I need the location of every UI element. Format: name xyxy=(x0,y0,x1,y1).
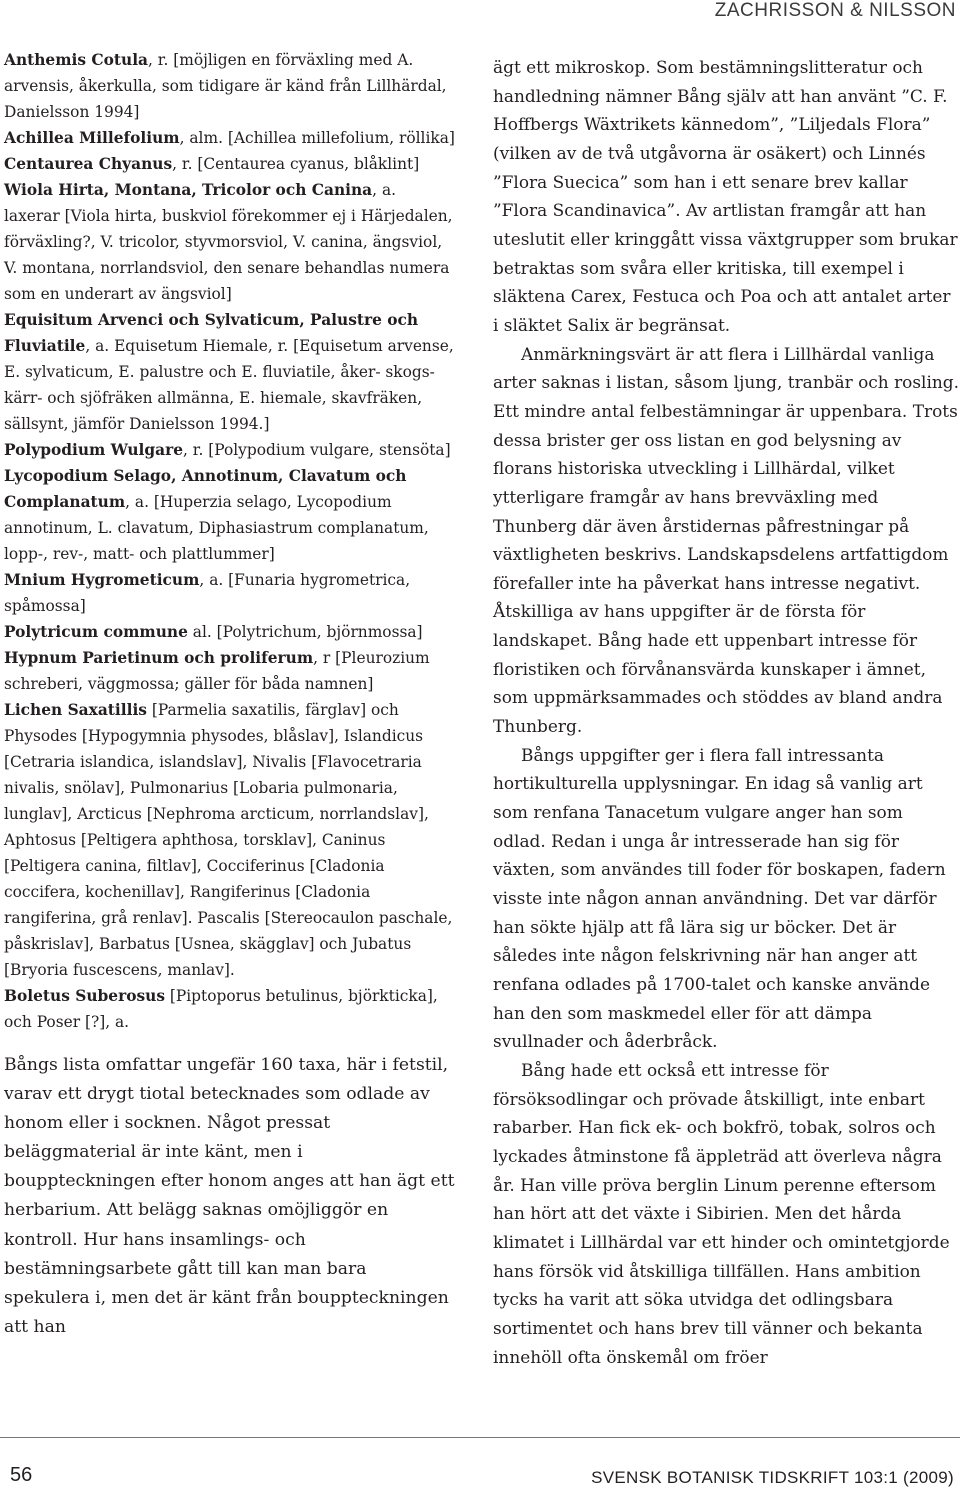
page-number: 56 xyxy=(10,1464,33,1486)
species-entry: Wiola Hirta, Montana, Tricolor och Canina, a. laxerar [Viola hirta, buskviol förekommer ej i Härjedalen, förväxling?, V. tricolor, styvmorsviol, V. canina, ängsviol, V. montana, norrlandsviol, den senare behandlas numera som en underart av ängsviol] xyxy=(4,181,453,303)
species-entry: Equisitum Arvenci och Sylvaticum, Palustre och Fluviatile, a. Equisetum Hiemale, r. [Equisetum arvense, E. sylvaticum, E. palustre och E. fluviatile, åker- skogs- kärr- och sjöfräken allmänna, E. hiemale, skavfräken, sällsynt, jämför Danielsson 1994.] xyxy=(4,311,454,433)
species-entry: Boletus Suberosus [Piptoporus betulinus, björkticka], och Poser [?], a. xyxy=(4,987,438,1031)
species-entry: Lichen Saxatillis [Parmelia saxatilis, färglav] och Physodes [Hypogymnia physodes, blåslav], Islandicus [Cetraria islandica, islandslav], Nivalis [Flavocetraria nivalis, snölav], Pulmonarius [Lobaria pulmonaria, lunglav], Arcticus [Nephroma arcticum, norrlandslav], Aphtosus [Peltigera aphthosa, torsklav], Caninus [Peltigera canina, filtlav], Cocciferinus [Cladonia coccifera, kochenillav], Rangiferinus [Cladonia rangiferina, grå renlav]. Pascalis [Stereocaulon paschale, påskrislav], Barbatus [Usnea, skägglav] och Jubatus [Bryoria fuscescens, manlav]. xyxy=(4,701,453,979)
footer-rule xyxy=(0,1437,960,1438)
body-paragraph: Bångs uppgifter ger i flera fall intressanta hortikulturella upplysningar. En idag så vanlig art som renfana Tanacetum vulgare anger han som odlad. Redan i unga år intresserade han sig för växten, som användes till foder för boskapen, fadern visste inte någon annan användning. Det var därför han sökte hjälp att få lära sig ur böcker. Det är således inte någon felskrivning när han anger att renfana odlades på 1700-talet och kanske använde han den som maskmedel eller för att dämpa svullnader och åderbråck. xyxy=(493,744,946,1052)
species-entry: Mnium Hygrometicum, a. [Funaria hygrometrica, spåmossa] xyxy=(4,571,411,615)
body-paragraph: Bång hade ett också ett intresse för försöksodlingar och prövade åtskilligt, inte enbart rabarber. Han fick ek- och bokfrö, tobak, solros och lyckades åtminstone få äppleträd att överleva några år. Han ville pröva berglin Linum perenne eftersom han hört att det växte i Sibirien. Men det hårda klimatet i Lillhärdal var ett hinder och omintetgjorde hans försök vid åtskilliga tillfällen. Hans ambition tycks ha varit att söka utvidga det odlingsbara sortimentet och hans brev till vänner och bekanta innehöll ofta önskemål om fröer xyxy=(493,1059,950,1367)
running-head: ZACHRISSON & NILSSON xyxy=(714,0,956,21)
body-paragraph: Bångs lista omfattar ungefär 160 taxa, här i fetstil, varav ett drygt tiotal betecknades som odlade av honom eller i socknen. Något pressat beläggmaterial är inte känt, men i bouppteckningen efter honom anges att han ägt ett herbarium. Att belägg saknas omöjliggör en kontroll. Hur hans insamlings- och bestämningsarbete gått till kan man bara spekulera i, men det är känt från bouppteckningen att han xyxy=(4,1055,455,1337)
species-entry: Hypnum Parietinum och proliferum, r [Pleurozium schreberi, väggmossa; gäller för båda namnen] xyxy=(4,649,430,693)
journal-citation: SVENSK BOTANISK TIDSKRIFT 103:1 (2009) xyxy=(591,1468,954,1487)
right-column xyxy=(493,53,960,1371)
species-entry: Polytricum commune al. [Polytrichum, björnmossa] xyxy=(4,623,423,641)
species-entry: Achillea Millefolium, alm. [Achillea millefolium, röllika] xyxy=(4,129,455,147)
species-entry: Anthemis Cotula, r. [möjligen en förväxling med A. arvensis, åkerkulla, som tidigare är känd från Lillhärdal, Danielsson 1994] xyxy=(4,51,447,121)
species-entry: Lycopodium Selago, Annotinum, Clavatum och Complanatum, a. [Huperzia selago, Lycopodium annotinum, L. clavatum, Diphasiastrum complanatum, lopp-, rev-, matt- och plattlummer] xyxy=(4,467,429,563)
species-entry: Polypodium Wulgare, r. [Polypodium vulgare, stensöta] xyxy=(4,441,451,459)
body-paragraph: ägt ett mikroskop. Som bestämningslitteratur och handledning nämner Bång själv att han använt ”C. F. Hoffbergs Wäxtrikets kännedom”, ”Liljedals Flora” (vilken av de två utgåvorna är osäkert) och Linnés ”Flora Suecica” som han i ett senare brev kallar ”Flora Scandinavica”. Av artlistan framgår att han uteslutit eller kringgått vissa växtgrupper som brukar betraktas som svåra eller kritiska, till exempel i släktena Carex, Festuca och Poa och att antalet arter i släktet Salix är begränsat. xyxy=(493,57,958,335)
left-column xyxy=(4,47,456,1342)
body-paragraph: Anmärkningsvärt är att flera i Lillhärdal vanliga arter saknas i listan, såsom ljung, tranbär och rosling. Ett mindre antal felbestämningar är uppenbara. Trots dessa brister ger oss listan en god belysning av florans historiska utveckling i Lillhärdal, vilket ytterligare framgår av hans brevväxling med Thunberg där även årstidernas påfrestningar på växtligheten beskrivs. Landskapsdelens artfattigdom förefaller inte ha påverkat hans intresse negativt. Åtskilliga av hans uppgifter är de första för landskapet. Bång hade ett uppenbart intresse för floristiken och förvånansvärda kunskaper i ämnet, som uppmärksammades och stöddes av bland andra Thunberg. xyxy=(493,343,960,737)
species-entry: Centaurea Chyanus, r. [Centaurea cyanus, blåklint] xyxy=(4,155,420,173)
